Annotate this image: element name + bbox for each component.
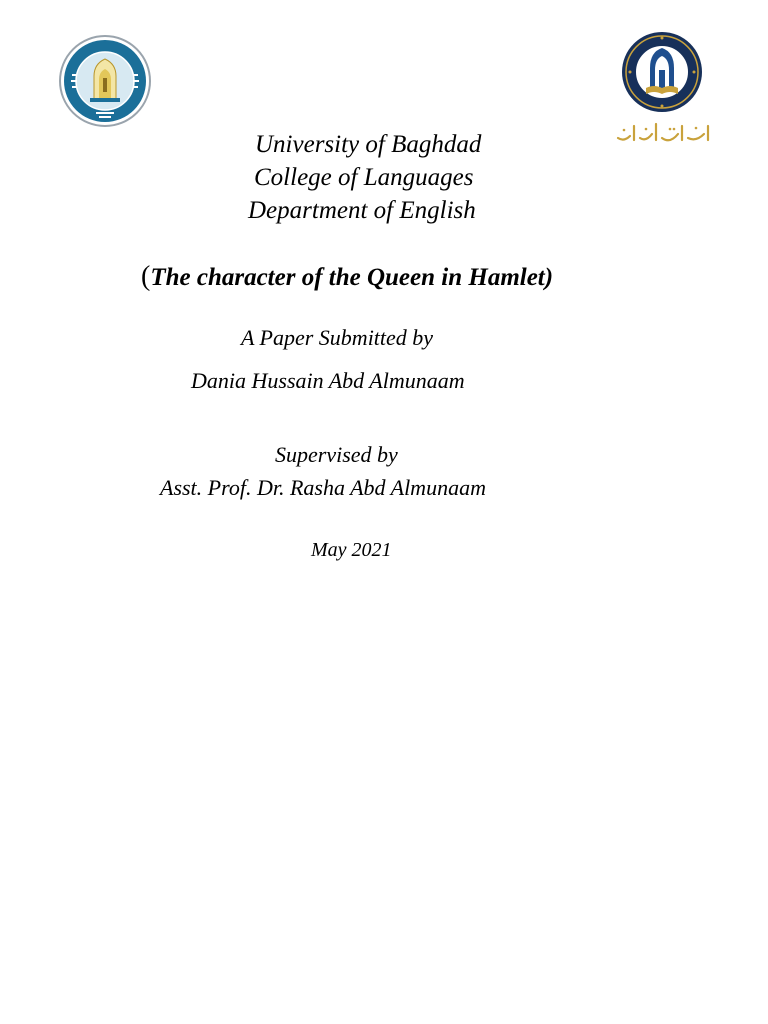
author-name: Dania Hussain Abd Almunaam <box>191 368 465 393</box>
supervisor-name: Asst. Prof. Dr. Rasha Abd Almunaam <box>160 475 486 500</box>
college-seal-icon <box>58 34 152 128</box>
university-of-baghdad-logo <box>612 30 716 150</box>
title-open-paren: ( <box>141 261 151 292</box>
university-seal-icon <box>612 30 716 150</box>
university-name: University of Baghdad <box>255 131 482 158</box>
college-name: College of Languages <box>254 164 474 191</box>
supervised-by-label: Supervised by <box>275 442 398 467</box>
college-of-languages-logo <box>58 34 152 128</box>
title-close-paren: ) <box>544 264 554 291</box>
paper-title <box>141 263 553 291</box>
submission-date: May 2021 <box>311 539 392 561</box>
department-name: Department of English <box>248 197 476 224</box>
submitted-by-label: A Paper Submitted by <box>241 325 434 350</box>
title-text: The character of the Queen in Hamlet <box>150 264 545 291</box>
